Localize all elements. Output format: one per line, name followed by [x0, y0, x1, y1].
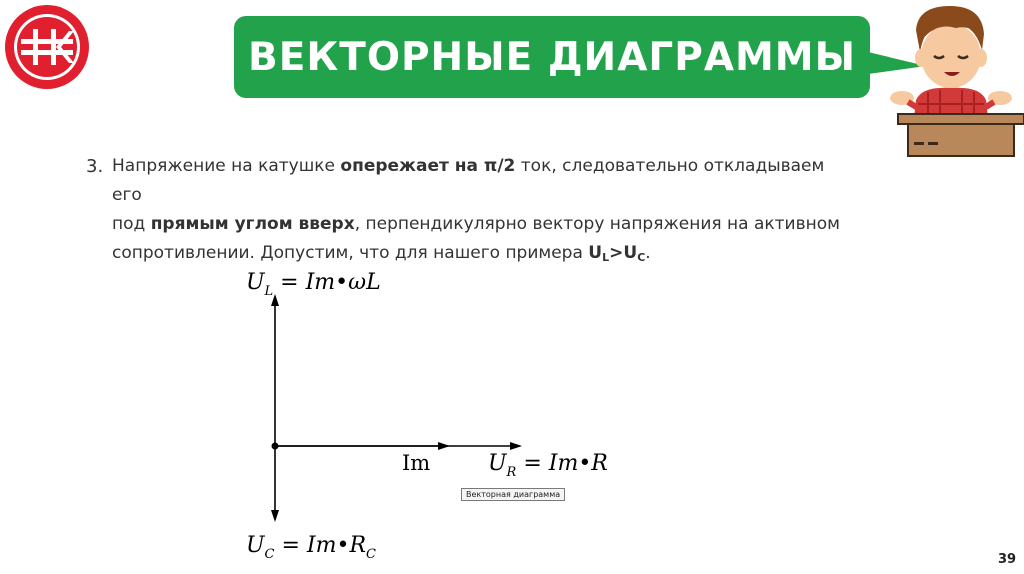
paragraph-line-1: Напряжение на катушке опережает на π/2 ток, следовательно откладываем его	[112, 156, 825, 205]
teacher-cartoon-icon	[878, 0, 1024, 160]
paragraph-line-3: сопротивлении. Допустим, что для нашего примера $U_L>U_C$.	[112, 243, 651, 264]
slide-title: ВЕКТОРНЫЕ ДИАГРАММЫ	[247, 34, 857, 80]
image-tooltip: Векторная диаграмма	[461, 488, 565, 501]
ul-label: $U_L$ = Im•ωL	[246, 270, 381, 299]
page-number: 39	[998, 552, 1017, 567]
ur-label: $U_R$ = Im•R	[488, 451, 608, 480]
paragraph-line-2: под прямым углом вверх, перпендикулярно вектору напряжения на активном	[112, 214, 840, 234]
explanation-paragraph	[86, 152, 846, 272]
uc-arrowhead	[271, 510, 279, 522]
condition-formula: $U_L>U_C$	[588, 243, 646, 264]
ur-arrowhead	[510, 442, 522, 450]
college-logo	[3, 3, 91, 91]
title-banner	[234, 16, 870, 98]
origin-point	[272, 443, 279, 450]
item-number: 3.	[86, 156, 104, 177]
im-label: Im	[402, 451, 431, 475]
uc-label: $U_C$ = $Im•R_C$	[246, 533, 376, 562]
vector-diagram	[240, 260, 620, 570]
